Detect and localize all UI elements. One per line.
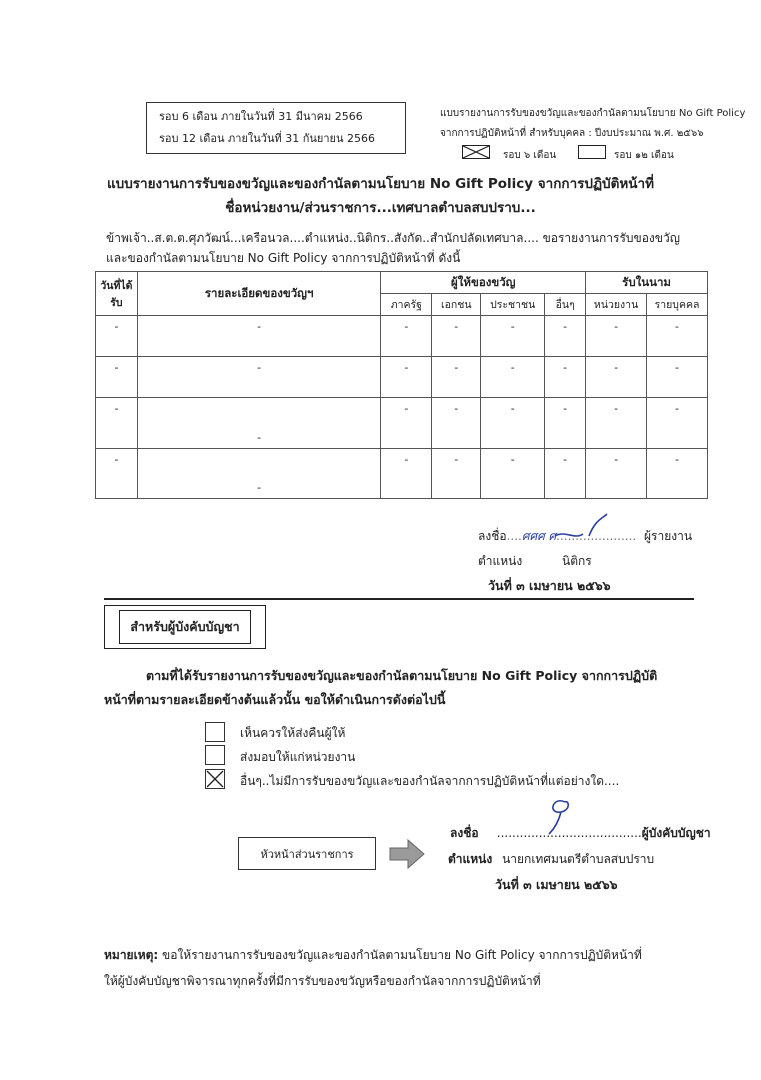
table-cell: - [137, 316, 380, 357]
table-cell: - [545, 357, 586, 398]
round12-checkbox[interactable] [578, 145, 606, 159]
note-line2: ให้ผู้บังคับบัญชาพิจารณาทุกครั้งที่มีการรับของขวัญหรือของกำนัลจากการปฏิบัติหน้าที่ [104, 974, 541, 988]
supervisor-signature-mark [535, 792, 585, 837]
arrow-right-icon [388, 838, 426, 870]
form-title: แบบรายงานการรับของขวัญและของกำนัลตามนโยบาย No Gift Policy จากการปฏิบัติหน้าที่ [106, 176, 655, 192]
table-cell: - [586, 316, 647, 357]
header-receiver: รับในนาม [586, 272, 708, 294]
table-cell: - [586, 448, 647, 498]
table-cell: - [545, 448, 586, 498]
round6-checkbox[interactable] [462, 145, 490, 159]
sub-header: เอกชน [432, 294, 481, 316]
round12-label: รอบ ๑๒ เดือน [614, 150, 674, 161]
agency-name: ชื่อหน่วยงาน/ส่วนราชการ...เทศบาลตำบลสบปราบ... [225, 200, 536, 216]
table-cell: - [96, 316, 138, 357]
reporter-position-label: ตำแหน่ง [478, 554, 523, 568]
table-cell: - [647, 316, 708, 357]
section-divider [104, 598, 694, 600]
note-text-1: ขอให้รายงานการรับของขวัญและของกำนัลตามนโยบาย No Gift Policy จากการปฏิบัติหน้าที่ [162, 948, 642, 962]
table-cell: - [586, 357, 647, 398]
table-row [96, 448, 708, 498]
intro-line1: ข้าพเจ้า..ส.ต.ต.ศุภวัฒน์...เครือนวล....ตำแหน่ง..นิติกร..สังกัด..สำนักปลัดเทศบาล.... ขอรายงานการรับของขวัญ [106, 231, 680, 245]
option-handover-label: ส่งมอบให้แก่หน่วยงาน [240, 750, 356, 764]
header-detail: รายละเอียดของขวัญฯ [137, 272, 380, 316]
table-cell: - [137, 357, 380, 398]
table-cell: - [481, 448, 545, 498]
table-cell: - [381, 316, 432, 357]
reporter-signature: ศศศ ศ [521, 529, 557, 543]
table-cell: - [647, 448, 708, 498]
reporter-signature-mark [545, 510, 615, 546]
round6-label: รอบ ๖ เดือน [503, 150, 557, 161]
note-line1 [104, 942, 704, 968]
supervisor-role: ผู้บังคับบัญชา [641, 826, 711, 840]
table-cell: - [481, 398, 545, 448]
table-cell: - [137, 448, 380, 498]
table-row [96, 357, 708, 398]
table-cell: - [96, 448, 138, 498]
round-12-deadline: รอบ 12 เดือน ภายในวันที่ 31 กันยายน 2566 [159, 132, 375, 145]
option-other-checkbox[interactable] [205, 769, 225, 789]
supervisor-para-line2: หน้าที่ตามรายละเอียดข้างต้นแล้วนั้น ขอให้ดำเนินการดังต่อไปนี้ [104, 692, 446, 707]
supervisor-para-line1: ตามที่ได้รับรายงานการรับของขวัญและของกำนัลตามนโยบาย No Gift Policy จากการปฏิบัติ [146, 668, 658, 683]
reporter-role: ผู้รายงาน [644, 529, 693, 543]
table-cell: - [432, 357, 481, 398]
table-cell: - [96, 357, 138, 398]
option-return-checkbox[interactable] [205, 722, 225, 742]
supervisor-date: วันที่ ๓ เมษายน ๒๕๖๖ [495, 877, 618, 892]
table-cell: - [481, 357, 545, 398]
supervisor-position-value: นายกเทศมนตรีตำบลสบปราบ [502, 852, 655, 866]
round-deadline-box [146, 102, 406, 154]
supervisor-box-title: สำหรับผู้บังคับบัญชา [119, 610, 250, 644]
table-cell: - [647, 398, 708, 448]
table-cell: - [432, 398, 481, 448]
sub-header: หน่วยงาน [586, 294, 647, 316]
sub-header: อื่นๆ [545, 294, 586, 316]
table-cell: - [432, 316, 481, 357]
report-header-line2: จากการปฏิบัติหน้าที่ สำหรับบุคคล : ปีงบประมาณ พ.ศ. ๒๕๖๖ [440, 128, 704, 139]
sub-header: รายบุคคล [647, 294, 708, 316]
table-cell: - [381, 448, 432, 498]
reporter-sign-line: ลงชื่อ....ศศศ ศ..................... [478, 529, 637, 543]
note-label: หมายเหตุ: [104, 948, 159, 962]
reporter-sign-label: ลงชื่อ [478, 529, 507, 543]
sub-header: ประชาชน [481, 294, 545, 316]
check-x-icon [206, 770, 224, 788]
header-giver: ผู้ให้ของขวัญ [381, 272, 586, 294]
option-handover-checkbox[interactable] [205, 745, 225, 765]
table-cell: - [137, 398, 380, 448]
table-row [96, 316, 708, 357]
supervisor-box [104, 605, 266, 649]
table-cell: - [586, 398, 647, 448]
table-cell: - [647, 357, 708, 398]
reporter-date: วันที่ ๓ เมษายน ๒๕๖๖ [488, 578, 611, 593]
table-cell: - [432, 448, 481, 498]
option-other-label: อื่นๆ..ไม่มีการรับของขวัญและของกำนัลจากการปฏิบัติหน้าที่แต่อย่างใด.... [240, 774, 620, 788]
supervisor-sign-dots: ...................................... [496, 826, 642, 840]
check-x-icon [463, 146, 489, 158]
supervisor-position-line [448, 850, 654, 869]
department-head-box: หัวหน้าส่วนราชการ [238, 837, 376, 870]
round-6-deadline: รอบ 6 เดือน ภายในวันที่ 31 มีนาคม 2566 [159, 110, 363, 123]
table-cell: - [481, 316, 545, 357]
table-cell: - [545, 316, 586, 357]
report-header-line1: แบบรายงานการรับของขวัญและของกำนัลตามนโยบาย No Gift Policy [440, 108, 746, 119]
table-cell: - [381, 357, 432, 398]
supervisor-position-label: ตำแหน่ง [448, 852, 493, 866]
table-cell: - [96, 398, 138, 448]
header-date: วันที่ได้รับ [96, 272, 138, 316]
supervisor-sign-label: ลงชื่อ [450, 826, 479, 840]
reporter-position-value: นิติกร [562, 554, 592, 568]
option-return-label: เห็นควรให้ส่งคืนผู้ให้ [240, 726, 346, 740]
gift-table [95, 271, 708, 499]
sub-header: ภาครัฐ [381, 294, 432, 316]
table-row [96, 398, 708, 448]
table-cell: - [545, 398, 586, 448]
table-cell: - [381, 398, 432, 448]
intro-line2: และของกำนัลตามนโยบาย No Gift Policy จากการปฏิบัติหน้าที่ ดังนี้ [106, 251, 461, 265]
